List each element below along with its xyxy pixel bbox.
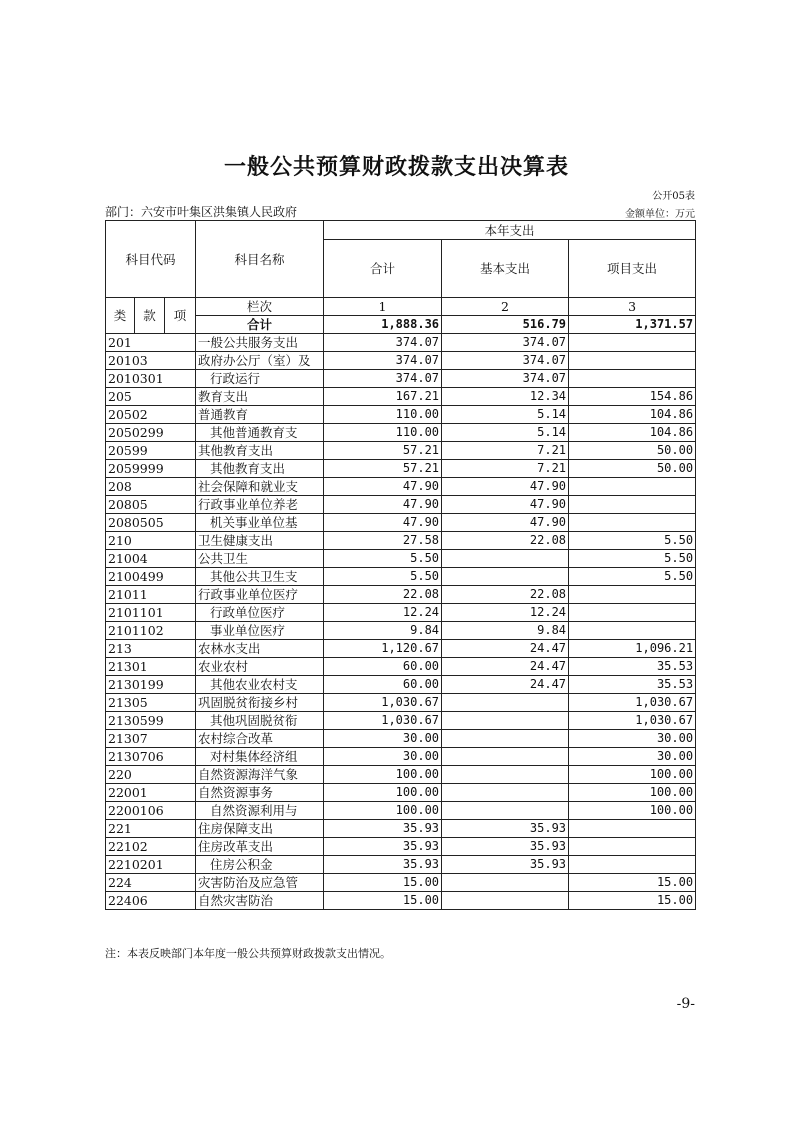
project-cell: 104.86 bbox=[569, 424, 696, 442]
subject-name-cell: 住房公积金 bbox=[196, 856, 324, 874]
total-cell: 9.84 bbox=[324, 622, 442, 640]
basic-cell: 5.14 bbox=[442, 424, 569, 442]
subject-code-cell: 2050299 bbox=[106, 424, 196, 442]
total-cell: 35.93 bbox=[324, 838, 442, 856]
header-lei: 类 bbox=[106, 298, 135, 334]
basic-cell: 47.90 bbox=[442, 496, 569, 514]
table-row bbox=[106, 370, 696, 388]
basic-cell: 35.93 bbox=[442, 856, 569, 874]
project-cell: 5.50 bbox=[569, 532, 696, 550]
project-cell bbox=[569, 514, 696, 532]
header-col3: 3 bbox=[569, 298, 696, 316]
total-label: 合计 bbox=[196, 316, 324, 334]
total-cell: 5.50 bbox=[324, 568, 442, 586]
table-row bbox=[106, 892, 696, 910]
subject-name-cell: 行政事业单位养老 bbox=[196, 496, 324, 514]
subject-code-cell: 201 bbox=[106, 334, 196, 352]
table-row bbox=[106, 802, 696, 820]
total-cell: 35.93 bbox=[324, 856, 442, 874]
subject-code-cell: 2210201 bbox=[106, 856, 196, 874]
project-cell bbox=[569, 478, 696, 496]
subject-code-cell: 2100499 bbox=[106, 568, 196, 586]
basic-cell bbox=[442, 766, 569, 784]
project-cell bbox=[569, 370, 696, 388]
project-cell bbox=[569, 856, 696, 874]
basic-cell: 7.21 bbox=[442, 460, 569, 478]
subject-code-cell: 205 bbox=[106, 388, 196, 406]
subject-name-cell: 普通教育 bbox=[196, 406, 324, 424]
subject-name-cell: 住房改革支出 bbox=[196, 838, 324, 856]
subject-name-cell: 公共卫生 bbox=[196, 550, 324, 568]
project-cell bbox=[569, 586, 696, 604]
form-number: 公开05表 bbox=[652, 191, 695, 202]
total-cell: 12.24 bbox=[324, 604, 442, 622]
subject-code-cell: 22001 bbox=[106, 784, 196, 802]
table-row bbox=[106, 748, 696, 766]
header-column-index: 栏次 bbox=[196, 298, 324, 316]
subject-code-cell: 21307 bbox=[106, 730, 196, 748]
basic-cell: 7.21 bbox=[442, 442, 569, 460]
header-col2: 2 bbox=[442, 298, 569, 316]
table-row bbox=[106, 640, 696, 658]
subject-name-cell: 其他农业农村支 bbox=[196, 676, 324, 694]
project-cell bbox=[569, 604, 696, 622]
table-row bbox=[106, 514, 696, 532]
project-cell: 35.53 bbox=[569, 676, 696, 694]
project-cell: 30.00 bbox=[569, 748, 696, 766]
subject-code-cell: 20805 bbox=[106, 496, 196, 514]
basic-cell bbox=[442, 568, 569, 586]
subject-code-cell: 213 bbox=[106, 640, 196, 658]
subject-code-cell: 2010301 bbox=[106, 370, 196, 388]
subject-name-cell: 自然资源利用与 bbox=[196, 802, 324, 820]
basic-cell: 24.47 bbox=[442, 640, 569, 658]
basic-cell bbox=[442, 712, 569, 730]
total-cell: 30.00 bbox=[324, 748, 442, 766]
table-row bbox=[106, 406, 696, 424]
header-subject-code: 科目代码 bbox=[106, 221, 196, 298]
total-cell: 47.90 bbox=[324, 514, 442, 532]
header-row-3 bbox=[106, 298, 696, 316]
subject-name-cell: 卫生健康支出 bbox=[196, 532, 324, 550]
total-cell: 374.07 bbox=[324, 352, 442, 370]
header-subject-name: 科目名称 bbox=[196, 221, 324, 298]
table-row bbox=[106, 622, 696, 640]
table-row bbox=[106, 820, 696, 838]
project-cell bbox=[569, 820, 696, 838]
header-current-year: 本年支出 bbox=[324, 221, 696, 240]
total-cell: 374.07 bbox=[324, 370, 442, 388]
table-row bbox=[106, 352, 696, 370]
project-cell: 1,096.21 bbox=[569, 640, 696, 658]
table-row bbox=[106, 730, 696, 748]
table-row bbox=[106, 712, 696, 730]
subject-code-cell: 221 bbox=[106, 820, 196, 838]
subject-code-cell: 224 bbox=[106, 874, 196, 892]
subject-name-cell: 其他巩固脱贫衔 bbox=[196, 712, 324, 730]
total-cell: 57.21 bbox=[324, 460, 442, 478]
subject-name-cell: 自然灾害防治 bbox=[196, 892, 324, 910]
subject-code-cell: 20502 bbox=[106, 406, 196, 424]
subject-code-cell: 2130599 bbox=[106, 712, 196, 730]
project-cell: 154.86 bbox=[569, 388, 696, 406]
table-row bbox=[106, 694, 696, 712]
project-cell: 1,030.67 bbox=[569, 712, 696, 730]
subject-name-cell: 其他公共卫生支 bbox=[196, 568, 324, 586]
total-cell: 35.93 bbox=[324, 820, 442, 838]
table-row bbox=[106, 874, 696, 892]
subject-name-cell: 灾害防治及应急管 bbox=[196, 874, 324, 892]
total-cell: 1,030.67 bbox=[324, 694, 442, 712]
basic-cell bbox=[442, 802, 569, 820]
subject-code-cell: 21301 bbox=[106, 658, 196, 676]
subject-code-cell: 21305 bbox=[106, 694, 196, 712]
table-row bbox=[106, 586, 696, 604]
basic-cell bbox=[442, 730, 569, 748]
header-row-1 bbox=[106, 221, 696, 240]
table-row bbox=[106, 784, 696, 802]
total-cell: 110.00 bbox=[324, 406, 442, 424]
subject-name-cell: 自然资源事务 bbox=[196, 784, 324, 802]
subject-name-cell: 其他普通教育支 bbox=[196, 424, 324, 442]
table-row bbox=[106, 604, 696, 622]
total-cell: 47.90 bbox=[324, 478, 442, 496]
header-col1: 1 bbox=[324, 298, 442, 316]
total-cell: 47.90 bbox=[324, 496, 442, 514]
total-cell: 374.07 bbox=[324, 334, 442, 352]
subject-code-cell: 22102 bbox=[106, 838, 196, 856]
total-cell: 27.58 bbox=[324, 532, 442, 550]
project-cell: 35.53 bbox=[569, 658, 696, 676]
total-cell: 167.21 bbox=[324, 388, 442, 406]
subject-code-cell: 208 bbox=[106, 478, 196, 496]
table-row bbox=[106, 478, 696, 496]
project-cell bbox=[569, 622, 696, 640]
subject-code-cell: 2200106 bbox=[106, 802, 196, 820]
subject-name-cell: 巩固脱贫衔接乡村 bbox=[196, 694, 324, 712]
table-note: 注：本表反映部门本年度一般公共预算财政拨款支出情况。 bbox=[105, 947, 391, 960]
header-kuan: 款 bbox=[135, 298, 165, 334]
total-cell: 30.00 bbox=[324, 730, 442, 748]
subject-name-cell: 农林水支出 bbox=[196, 640, 324, 658]
total-amount: 1,888.36 bbox=[324, 316, 442, 334]
total-cell: 60.00 bbox=[324, 658, 442, 676]
subject-name-cell: 行政运行 bbox=[196, 370, 324, 388]
project-cell: 50.00 bbox=[569, 442, 696, 460]
basic-cell: 374.07 bbox=[442, 334, 569, 352]
basic-cell: 35.93 bbox=[442, 838, 569, 856]
total-project: 1,371.57 bbox=[569, 316, 696, 334]
table-row bbox=[106, 550, 696, 568]
basic-cell: 35.93 bbox=[442, 820, 569, 838]
subject-name-cell: 农业农村 bbox=[196, 658, 324, 676]
subject-name-cell: 住房保障支出 bbox=[196, 820, 324, 838]
table-row bbox=[106, 658, 696, 676]
total-cell: 1,030.67 bbox=[324, 712, 442, 730]
total-cell: 100.00 bbox=[324, 784, 442, 802]
project-cell: 15.00 bbox=[569, 874, 696, 892]
department-label: 部门：六安市叶集区洪集镇人民政府 bbox=[105, 205, 298, 219]
basic-cell: 374.07 bbox=[442, 352, 569, 370]
table-row bbox=[106, 334, 696, 352]
project-cell bbox=[569, 334, 696, 352]
basic-cell: 24.47 bbox=[442, 676, 569, 694]
subject-name-cell: 事业单位医疗 bbox=[196, 622, 324, 640]
subject-name-cell: 自然资源海洋气象 bbox=[196, 766, 324, 784]
subject-name-cell: 农村综合改革 bbox=[196, 730, 324, 748]
page-title: 一般公共预算财政拨款支出决算表 bbox=[223, 155, 569, 180]
basic-cell bbox=[442, 874, 569, 892]
subject-code-cell: 20103 bbox=[106, 352, 196, 370]
total-cell: 15.00 bbox=[324, 892, 442, 910]
basic-cell bbox=[442, 550, 569, 568]
project-cell: 50.00 bbox=[569, 460, 696, 478]
project-cell: 100.00 bbox=[569, 802, 696, 820]
total-cell: 57.21 bbox=[324, 442, 442, 460]
subject-code-cell: 2101101 bbox=[106, 604, 196, 622]
subject-name-cell: 教育支出 bbox=[196, 388, 324, 406]
basic-cell: 22.08 bbox=[442, 586, 569, 604]
header-total: 合计 bbox=[324, 240, 442, 298]
total-cell: 15.00 bbox=[324, 874, 442, 892]
table-row bbox=[106, 838, 696, 856]
subject-code-cell: 21011 bbox=[106, 586, 196, 604]
table-row bbox=[106, 496, 696, 514]
table-row bbox=[106, 388, 696, 406]
table-row bbox=[106, 568, 696, 586]
basic-cell: 47.90 bbox=[442, 478, 569, 496]
subject-code-cell: 2101102 bbox=[106, 622, 196, 640]
table-row bbox=[106, 766, 696, 784]
basic-cell: 374.07 bbox=[442, 370, 569, 388]
basic-cell bbox=[442, 892, 569, 910]
table-row bbox=[106, 442, 696, 460]
basic-cell: 47.90 bbox=[442, 514, 569, 532]
total-cell: 22.08 bbox=[324, 586, 442, 604]
subject-name-cell: 社会保障和就业支 bbox=[196, 478, 324, 496]
subject-code-cell: 20599 bbox=[106, 442, 196, 460]
project-cell: 5.50 bbox=[569, 568, 696, 586]
project-cell: 100.00 bbox=[569, 766, 696, 784]
basic-cell: 22.08 bbox=[442, 532, 569, 550]
subject-name-cell: 行政单位医疗 bbox=[196, 604, 324, 622]
basic-cell bbox=[442, 748, 569, 766]
subject-code-cell: 220 bbox=[106, 766, 196, 784]
basic-cell bbox=[442, 694, 569, 712]
total-cell: 100.00 bbox=[324, 766, 442, 784]
basic-cell: 9.84 bbox=[442, 622, 569, 640]
subject-name-cell: 行政事业单位医疗 bbox=[196, 586, 324, 604]
project-cell: 30.00 bbox=[569, 730, 696, 748]
subject-code-cell: 22406 bbox=[106, 892, 196, 910]
total-cell: 100.00 bbox=[324, 802, 442, 820]
subject-code-cell: 2130199 bbox=[106, 676, 196, 694]
basic-cell: 12.34 bbox=[442, 388, 569, 406]
table-row bbox=[106, 424, 696, 442]
subject-name-cell: 其他教育支出 bbox=[196, 442, 324, 460]
project-cell bbox=[569, 838, 696, 856]
header-basic: 基本支出 bbox=[442, 240, 569, 298]
header-project: 项目支出 bbox=[569, 240, 696, 298]
subject-name-cell: 一般公共服务支出 bbox=[196, 334, 324, 352]
total-cell: 60.00 bbox=[324, 676, 442, 694]
table-row bbox=[106, 532, 696, 550]
subject-name-cell: 其他教育支出 bbox=[196, 460, 324, 478]
subject-name-cell: 对村集体经济组 bbox=[196, 748, 324, 766]
table-row bbox=[106, 460, 696, 478]
basic-cell: 12.24 bbox=[442, 604, 569, 622]
project-cell: 1,030.67 bbox=[569, 694, 696, 712]
subject-name-cell: 机关事业单位基 bbox=[196, 514, 324, 532]
project-cell: 5.50 bbox=[569, 550, 696, 568]
project-cell: 104.86 bbox=[569, 406, 696, 424]
table-row bbox=[106, 856, 696, 874]
table-row bbox=[106, 676, 696, 694]
subject-code-cell: 210 bbox=[106, 532, 196, 550]
header-xiang: 项 bbox=[165, 298, 196, 334]
subject-name-cell: 政府办公厅（室）及 bbox=[196, 352, 324, 370]
basic-cell bbox=[442, 784, 569, 802]
total-basic: 516.79 bbox=[442, 316, 569, 334]
basic-cell: 5.14 bbox=[442, 406, 569, 424]
project-cell bbox=[569, 496, 696, 514]
budget-table bbox=[105, 220, 696, 910]
subject-code-cell: 2059999 bbox=[106, 460, 196, 478]
page-number: -9- bbox=[676, 996, 695, 1012]
project-cell: 15.00 bbox=[569, 892, 696, 910]
subject-code-cell: 21004 bbox=[106, 550, 196, 568]
total-cell: 5.50 bbox=[324, 550, 442, 568]
total-cell: 110.00 bbox=[324, 424, 442, 442]
basic-cell: 24.47 bbox=[442, 658, 569, 676]
amount-unit-label: 金额单位：万元 bbox=[625, 209, 695, 220]
project-cell bbox=[569, 352, 696, 370]
subject-code-cell: 2080505 bbox=[106, 514, 196, 532]
subject-code-cell: 2130706 bbox=[106, 748, 196, 766]
total-cell: 1,120.67 bbox=[324, 640, 442, 658]
project-cell: 100.00 bbox=[569, 784, 696, 802]
